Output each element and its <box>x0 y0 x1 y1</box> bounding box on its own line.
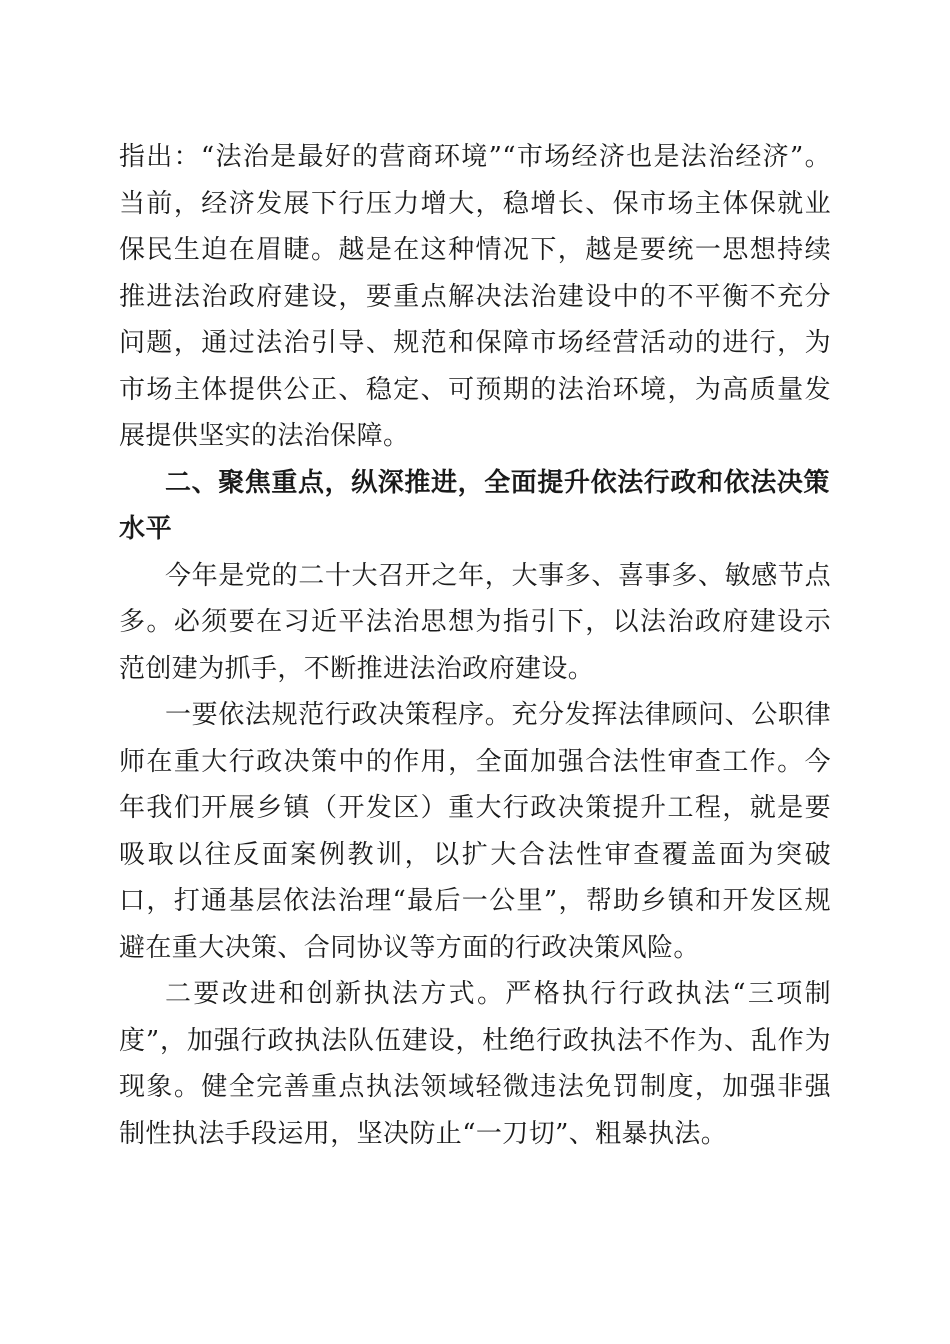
section-heading: 二、聚焦重点，纵深推进，全面提升依法行政和依法决策水平 <box>119 467 831 544</box>
paragraph-point-one: 一要依法规范行政决策程序。充分发挥法律顾问、公职律师在重大行政决策中的作用，全面加强合法性审查工作。今年我们开展乡镇（开发区）重大行政决策提升工程，就是要吸取以往反面案例教训，以扩大合法性审查覆盖面为突破口，打通基层依法治理“最后一公里”，帮助乡镇和开发区规避在重大决策、合同协议等方面的行政决策风险。 <box>119 700 831 963</box>
paragraph-continuation: 指出：“法治是最好的营商环境”“市场经济也是法治经济”。当前，经济发展下行压力增大，稳增长、保市场主体保就业保民生迫在眉睫。越是在这种情况下，越是要统一思想持续推进法治政府建设，要重点解决法治建设中的不平衡不充分问题，通过法治引导、规范和保障市场经营活动的进行，为市场主体提供公正、稳定、可预期的法治环境，为高质量发展提供坚实的法治保障。 <box>119 142 831 451</box>
document-body <box>119 134 831 1157</box>
paragraph-point-two: 二要改进和创新执法方式。严格执行行政执法“三项制度”，加强行政执法队伍建设，杜绝行政执法不作为、乱作为现象。健全完善重点执法领域轻微违法免罚制度，加强非强制性执法手段运用，坚决防止“一刀切”、粗暴执法。 <box>119 979 831 1149</box>
paragraph-intro: 今年是党的二十大召开之年，大事多、喜事多、敏感节点多。必须要在习近平法治思想为指引下，以法治政府建设示范创建为抓手，不断推进法治政府建设。 <box>119 560 831 684</box>
